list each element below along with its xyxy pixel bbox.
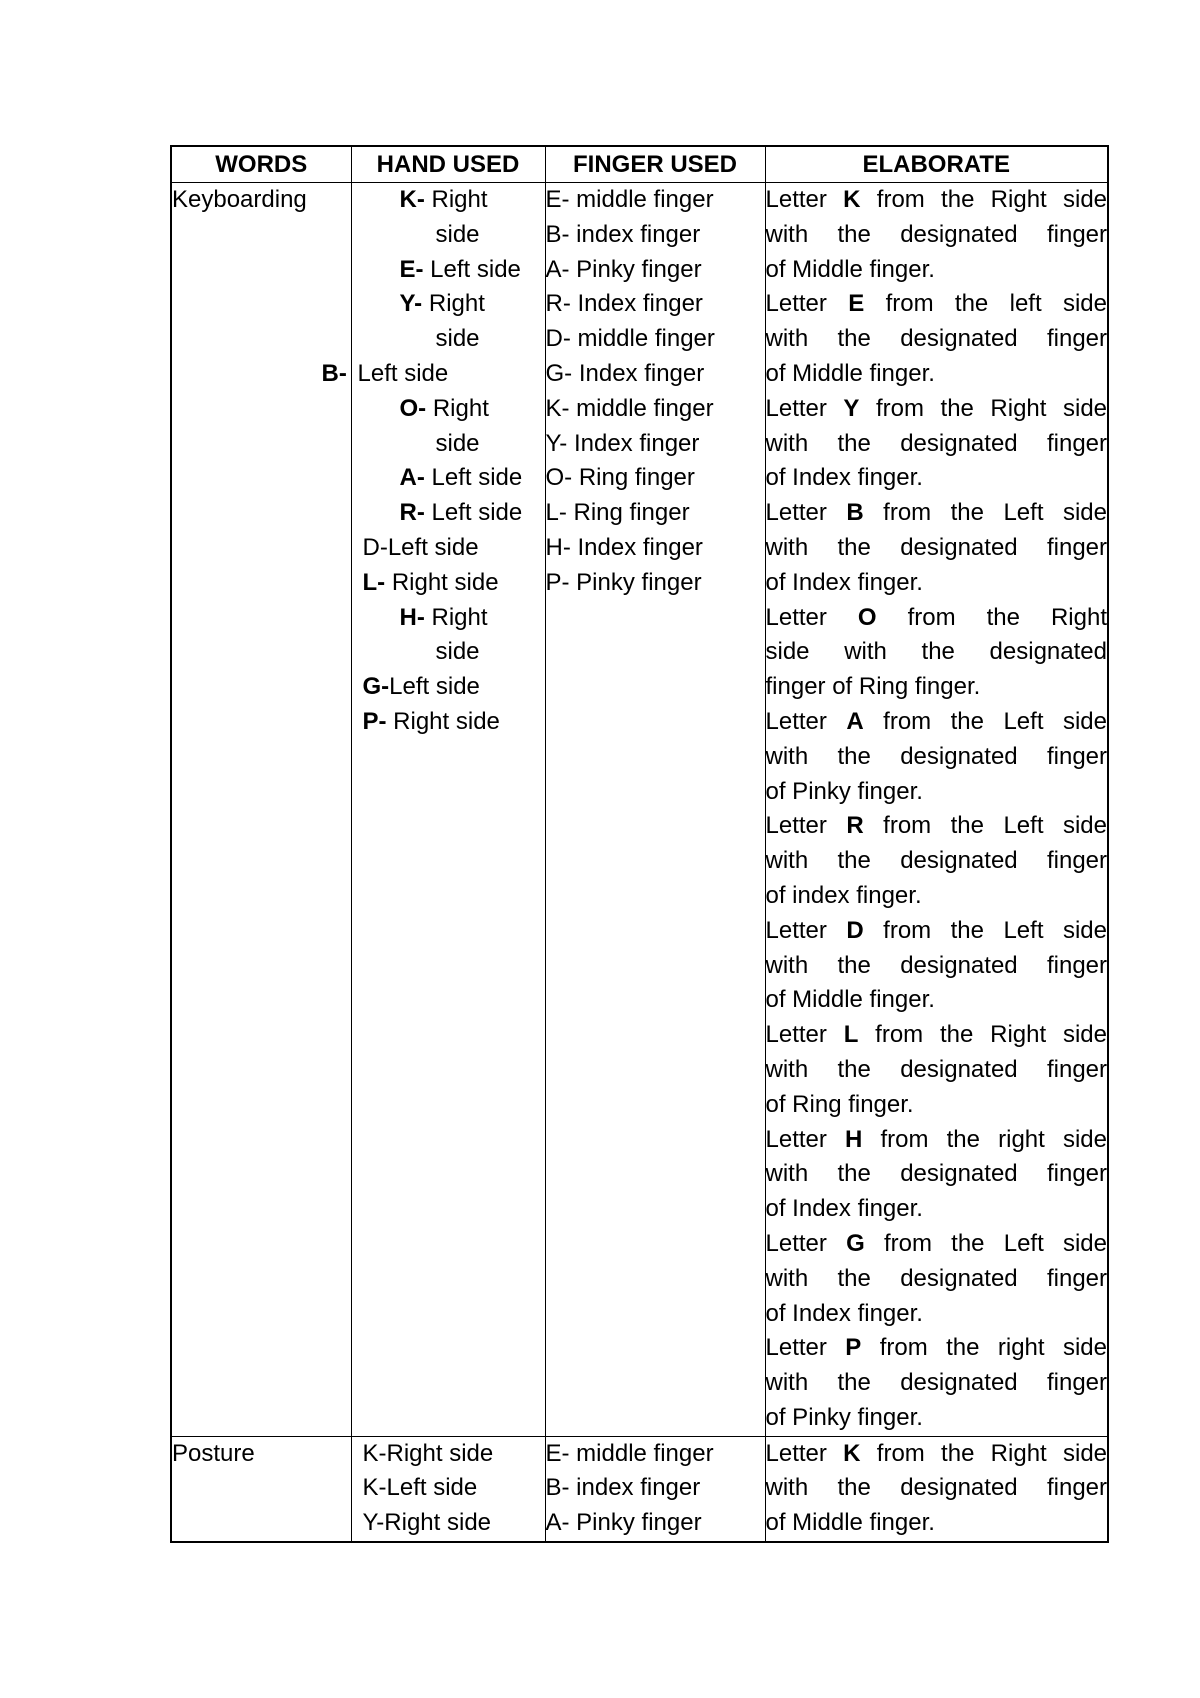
- elaborate-line: of Index finger.: [765, 568, 923, 596]
- table-row-keyboarding: [171, 183, 1108, 1437]
- letter-prefix: Letter: [765, 603, 827, 631]
- hand-line: E- Left side: [399, 255, 521, 283]
- finger-line: P- Pinky finger: [545, 568, 702, 596]
- letter-prefix: Letter: [765, 1021, 827, 1049]
- hand-line: R- Left side: [399, 499, 523, 527]
- elaborate-line: of Middle finger.: [765, 1509, 935, 1537]
- elaborate-line: [766, 1123, 1108, 1158]
- letter-key: G: [846, 1229, 865, 1257]
- finger-line: B- index finger: [545, 220, 701, 248]
- elaborate-line: [766, 914, 1108, 949]
- letter-prefix: Letter: [765, 812, 827, 840]
- elaborate-text: from the Right side: [876, 1439, 1107, 1467]
- hand-line: K- Right: [399, 186, 488, 213]
- elaborate-line: with the designated finger: [765, 1474, 1107, 1502]
- hand-line: H- Right: [399, 603, 488, 631]
- elaborate-line: side with the designated: [765, 638, 1107, 666]
- elaborate-text: from the Right side: [875, 1021, 1107, 1049]
- elaborate-line: with the designated finger: [765, 847, 1107, 875]
- elaborate-line: of index finger.: [765, 881, 922, 909]
- letter-key: B: [846, 499, 864, 527]
- hand-line: D-Left side: [362, 533, 479, 561]
- hand-line: side: [435, 220, 480, 248]
- hand-line: K-Left side: [362, 1474, 478, 1502]
- letter-key: A: [846, 707, 864, 735]
- hand-line: L- Right side: [362, 568, 499, 596]
- finger-line: E- middle finger: [545, 1439, 714, 1467]
- letter-key: E: [848, 290, 865, 318]
- elaborate-line: [766, 183, 1108, 218]
- finger-line: D- middle finger: [545, 325, 715, 353]
- elaborate-text: from the right side: [880, 1125, 1107, 1153]
- elaborate-line: [766, 392, 1108, 427]
- elaborate-text: from the left side: [885, 290, 1107, 318]
- elaborate-line: with the designated finger: [765, 1264, 1107, 1292]
- elaborate-line: [766, 287, 1108, 322]
- elaborate-text: from the Right side: [875, 394, 1107, 422]
- letter-prefix: Letter: [765, 916, 827, 944]
- letter-key: K: [843, 1439, 861, 1467]
- elaborate-line: with the designated finger: [765, 1369, 1107, 1397]
- elaborate-line: [766, 601, 1108, 636]
- letter-prefix: Letter: [765, 394, 827, 422]
- finger-line: G- Index finger: [545, 359, 705, 387]
- hand-line: G-Left side: [362, 673, 480, 701]
- elaborate-line: with the designated finger: [765, 951, 1107, 979]
- letter-prefix: Letter: [765, 290, 827, 318]
- elaborate-line: of Middle finger.: [765, 986, 935, 1014]
- elaborate-text: from the Left side: [883, 707, 1107, 735]
- header-words: WORDS: [171, 146, 351, 183]
- finger-line: H- Index finger: [545, 533, 703, 561]
- word-text: Posture: [172, 1439, 255, 1467]
- letter-prefix: Letter: [765, 499, 827, 527]
- letter-key: P: [845, 1334, 862, 1362]
- header-row: [171, 146, 1108, 183]
- letter-prefix: Letter: [765, 1125, 827, 1153]
- finger-line: L- Ring finger: [545, 499, 690, 527]
- hand-line: side: [435, 429, 480, 457]
- word-text: Keyboarding: [172, 186, 307, 213]
- elaborate-cell: [765, 183, 1108, 1437]
- hand-cell: [351, 1436, 545, 1542]
- header-hand-used: HAND USED: [351, 146, 545, 183]
- header-finger-used: FINGER USED: [545, 146, 765, 183]
- elaborate-line: of Pinky finger.: [765, 777, 923, 805]
- finger-line: O- Ring finger: [545, 464, 695, 492]
- elaborate-text: from the Left side: [883, 812, 1107, 840]
- elaborate-line: of Index finger.: [765, 464, 923, 492]
- table-row-posture: [171, 1436, 1108, 1542]
- letter-key: R: [846, 812, 864, 840]
- elaborate-line: with the designated finger: [765, 429, 1107, 457]
- elaborate-text: from the Right: [907, 603, 1107, 631]
- elaborate-line: with the designated finger: [765, 220, 1107, 248]
- hand-line: Y-Right side: [362, 1509, 492, 1537]
- hand-line: K-Right side: [362, 1439, 494, 1467]
- elaborate-line: finger of Ring finger.: [765, 673, 981, 701]
- letter-key: H: [845, 1125, 863, 1153]
- finger-cell: [545, 183, 765, 1437]
- elaborate-line: of Middle finger.: [765, 255, 935, 283]
- elaborate-cell: [765, 1436, 1108, 1542]
- letter-key: O: [857, 603, 877, 631]
- letter-key: L: [843, 1021, 859, 1049]
- elaborate-text: from the Left side: [883, 916, 1107, 944]
- elaborate-line: [766, 1018, 1108, 1053]
- elaborate-line: of Pinky finger.: [765, 1403, 923, 1431]
- hand-line: B- Left side: [321, 359, 449, 387]
- elaborate-text: from the Left side: [883, 499, 1107, 527]
- elaborate-text: from the Right side: [876, 186, 1107, 213]
- elaborate-text: from the right side: [879, 1334, 1107, 1362]
- hand-line: A- Left side: [399, 464, 523, 492]
- elaborate-line: of Index finger.: [765, 1195, 923, 1223]
- header-elaborate: ELABORATE: [765, 146, 1108, 183]
- letter-prefix: Letter: [765, 1334, 827, 1362]
- letter-key: Y: [843, 394, 860, 422]
- elaborate-text: from the Left side: [883, 1229, 1107, 1257]
- letter-prefix: Letter: [765, 1229, 827, 1257]
- finger-line: Y- Index finger: [545, 429, 700, 457]
- letter-prefix: Letter: [765, 1439, 827, 1467]
- hand-line: side: [435, 638, 480, 666]
- finger-line: A- Pinky finger: [545, 1509, 702, 1537]
- letter-key: D: [846, 916, 864, 944]
- finger-cell: [545, 1436, 765, 1542]
- elaborate-line: [766, 1331, 1108, 1366]
- finger-line: K- middle finger: [545, 394, 714, 422]
- elaborate-line: with the designated finger: [765, 533, 1107, 561]
- elaborate-line: [766, 1437, 1108, 1472]
- hand-line: P- Right side: [362, 707, 500, 735]
- elaborate-line: with the designated finger: [765, 742, 1107, 770]
- finger-line: A- Pinky finger: [545, 255, 702, 283]
- hand-line: O- Right: [399, 394, 489, 422]
- elaborate-line: [766, 496, 1108, 531]
- letter-prefix: Letter: [765, 186, 827, 213]
- hand-cell: [321, 183, 545, 1437]
- elaborate-line: with the designated finger: [765, 1055, 1107, 1083]
- hand-line: Y- Right: [399, 290, 485, 318]
- elaborate-line: of Ring finger.: [765, 1090, 914, 1118]
- elaborate-line: with the designated finger: [765, 325, 1107, 353]
- elaborate-line: with the designated finger: [765, 1160, 1107, 1188]
- finger-line: R- Index finger: [545, 290, 703, 318]
- finger-line: E- middle finger: [545, 186, 714, 213]
- hand-line: side: [435, 325, 480, 353]
- finger-usage-table: [170, 145, 1109, 1543]
- elaborate-line: [766, 1227, 1108, 1262]
- finger-line: B- index finger: [545, 1474, 701, 1502]
- elaborate-line: [766, 809, 1108, 844]
- elaborate-line: [766, 705, 1108, 740]
- letter-key: K: [843, 186, 861, 213]
- elaborate-line: of Index finger.: [765, 1299, 923, 1327]
- elaborate-line: of Middle finger.: [765, 359, 935, 387]
- letter-prefix: Letter: [765, 707, 827, 735]
- word-cell: [171, 1436, 351, 1542]
